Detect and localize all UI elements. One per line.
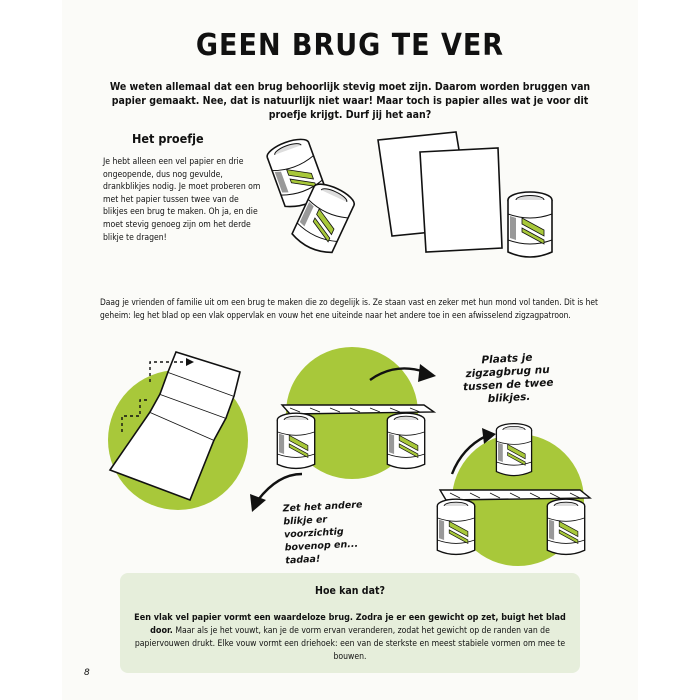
can-illustration-3 xyxy=(508,192,552,257)
place-bridge-note: Plaats je zigzagbrug nu tussen de twee blikjes. xyxy=(462,351,554,406)
instructions-text: Daag je vrienden of familie uit om een brug te maken die zo degelijk is. Ze staan vast en zeker met hun mond vol tanden. Dit is het geheim: leg het blad op een vlak oppervlak en vouw het ene uiteinde naar het andere toe in een afwisselend zigzagpatroon. xyxy=(100,297,598,320)
top-can-note: Zet het andere blikje er voorzichtig bovenop en... tadaa! xyxy=(282,499,363,567)
experiment-heading: Het proefje xyxy=(132,131,204,146)
explanation-bold-text: Een vlak vel papier vormt een waardeloze brug. Zodra je er een gewicht op zet, buigt het blad door. xyxy=(134,613,566,636)
explanation-body-text: Maar als je het vouwt, kan je de vorm ervan veranderen, zodat het gewicht op de randen van de papiervouwen drukt. Elke vouw vormt een driehoek: een van de sterkste en meest stabiele vormen om mee te bouwen. xyxy=(134,626,566,662)
paper-sheet-2 xyxy=(420,148,502,252)
explanation-heading: Hoe kan dat? xyxy=(315,585,385,597)
page-title: GEEN BRUG TE VER xyxy=(195,28,505,63)
explanation-text xyxy=(128,612,572,664)
page-number: 8 xyxy=(84,668,90,678)
intro-text: We weten allemaal dat een brug behoorlijk stevig moet zijn. Daarom worden bruggen van papier gemaakt. Nee, dat is natuurlijk niet waar! Maar toch is papier alles wat je voor dit proefje krijgt. Durf jij het aan? xyxy=(109,81,591,121)
experiment-text: Je hebt alleen een vel papier en drie ongeopende, dus nog gevulde, drankblikjes nodig. Je moet proberen om met het papier tussen twee van de blikjes een brug te maken. Oh ja, en die moet stevig genoeg zijn om het derde blikje te dragen! xyxy=(103,157,261,243)
